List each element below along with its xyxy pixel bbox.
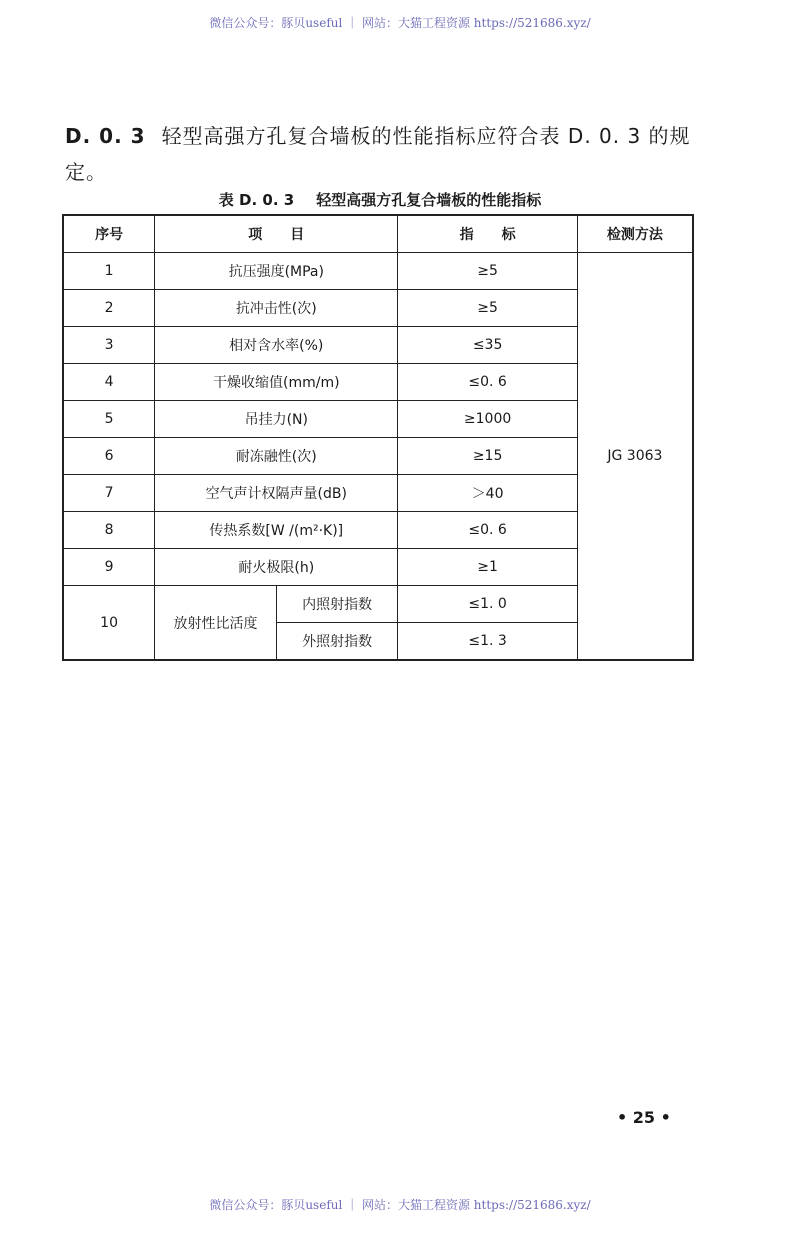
row-subitem: 内照射指数: [276, 586, 398, 623]
row-value: ≥1000: [398, 401, 577, 438]
row-value: ≥5: [398, 253, 577, 290]
row-no: 3: [63, 327, 155, 364]
table-title-text: 轻型高强方孔复合墙板的性能指标: [316, 191, 542, 209]
header-no: 序号: [63, 215, 155, 253]
row-value: ≤0. 6: [398, 364, 577, 401]
row-value: ≥15: [398, 438, 577, 475]
page-number: • 25 •: [617, 1108, 671, 1127]
table-title: [0, 189, 760, 210]
row-no: 8: [63, 512, 155, 549]
table-number: 表 D. 0. 3: [218, 191, 295, 209]
row-no: 1: [63, 253, 155, 290]
clause-paragraph: [65, 118, 705, 190]
row-item: 耐冻融性(次): [155, 438, 398, 475]
row-item: 抗压强度(MPa): [155, 253, 398, 290]
row-value: ≤35: [398, 327, 577, 364]
performance-table: [62, 214, 694, 661]
watermark-bottom: 微信公众号：豚贝useful ｜ 网站：大猫工程资源 https://521686.xyz/: [209, 1198, 591, 1212]
row-item: 相对含水率(%): [155, 327, 398, 364]
row-no: 7: [63, 475, 155, 512]
row-value: ≤1. 3: [398, 623, 577, 661]
row-no: 5: [63, 401, 155, 438]
row-item: 耐火极限(h): [155, 549, 398, 586]
row-item: 干燥收缩值(mm/m): [155, 364, 398, 401]
row-no: 6: [63, 438, 155, 475]
row-value: ≤1. 0: [398, 586, 577, 623]
watermark-top: 微信公众号：豚贝useful ｜ 网站：大猫工程资源 https://521686.xyz/: [209, 16, 591, 30]
row-no: 9: [63, 549, 155, 586]
row-item: 放射性比活度: [155, 586, 277, 661]
row-item: 传热系数[W /(m²·K)]: [155, 512, 398, 549]
row-item: 抗冲击性(次): [155, 290, 398, 327]
row-value: ≥1: [398, 549, 577, 586]
row-no: 2: [63, 290, 155, 327]
row-value: ＞40: [398, 475, 577, 512]
row-value: ≤0. 6: [398, 512, 577, 549]
header-method: 检测方法: [577, 215, 693, 253]
header-item: 项 目: [155, 215, 398, 253]
row-value: ≥5: [398, 290, 577, 327]
clause-number: D. 0. 3: [65, 124, 146, 148]
table-header-row: [63, 215, 693, 253]
row-no: 10: [63, 586, 155, 661]
clause-text: 轻型高强方孔复合墙板的性能指标应符合表 D. 0. 3 的规定。: [65, 124, 691, 184]
row-item: 空气声计权隔声量(dB): [155, 475, 398, 512]
table-row: [63, 253, 693, 290]
header-value: 指 标: [398, 215, 577, 253]
row-item: 吊挂力(N): [155, 401, 398, 438]
method-cell: JG 3063: [577, 253, 693, 661]
row-subitem: 外照射指数: [276, 623, 398, 661]
row-no: 4: [63, 364, 155, 401]
